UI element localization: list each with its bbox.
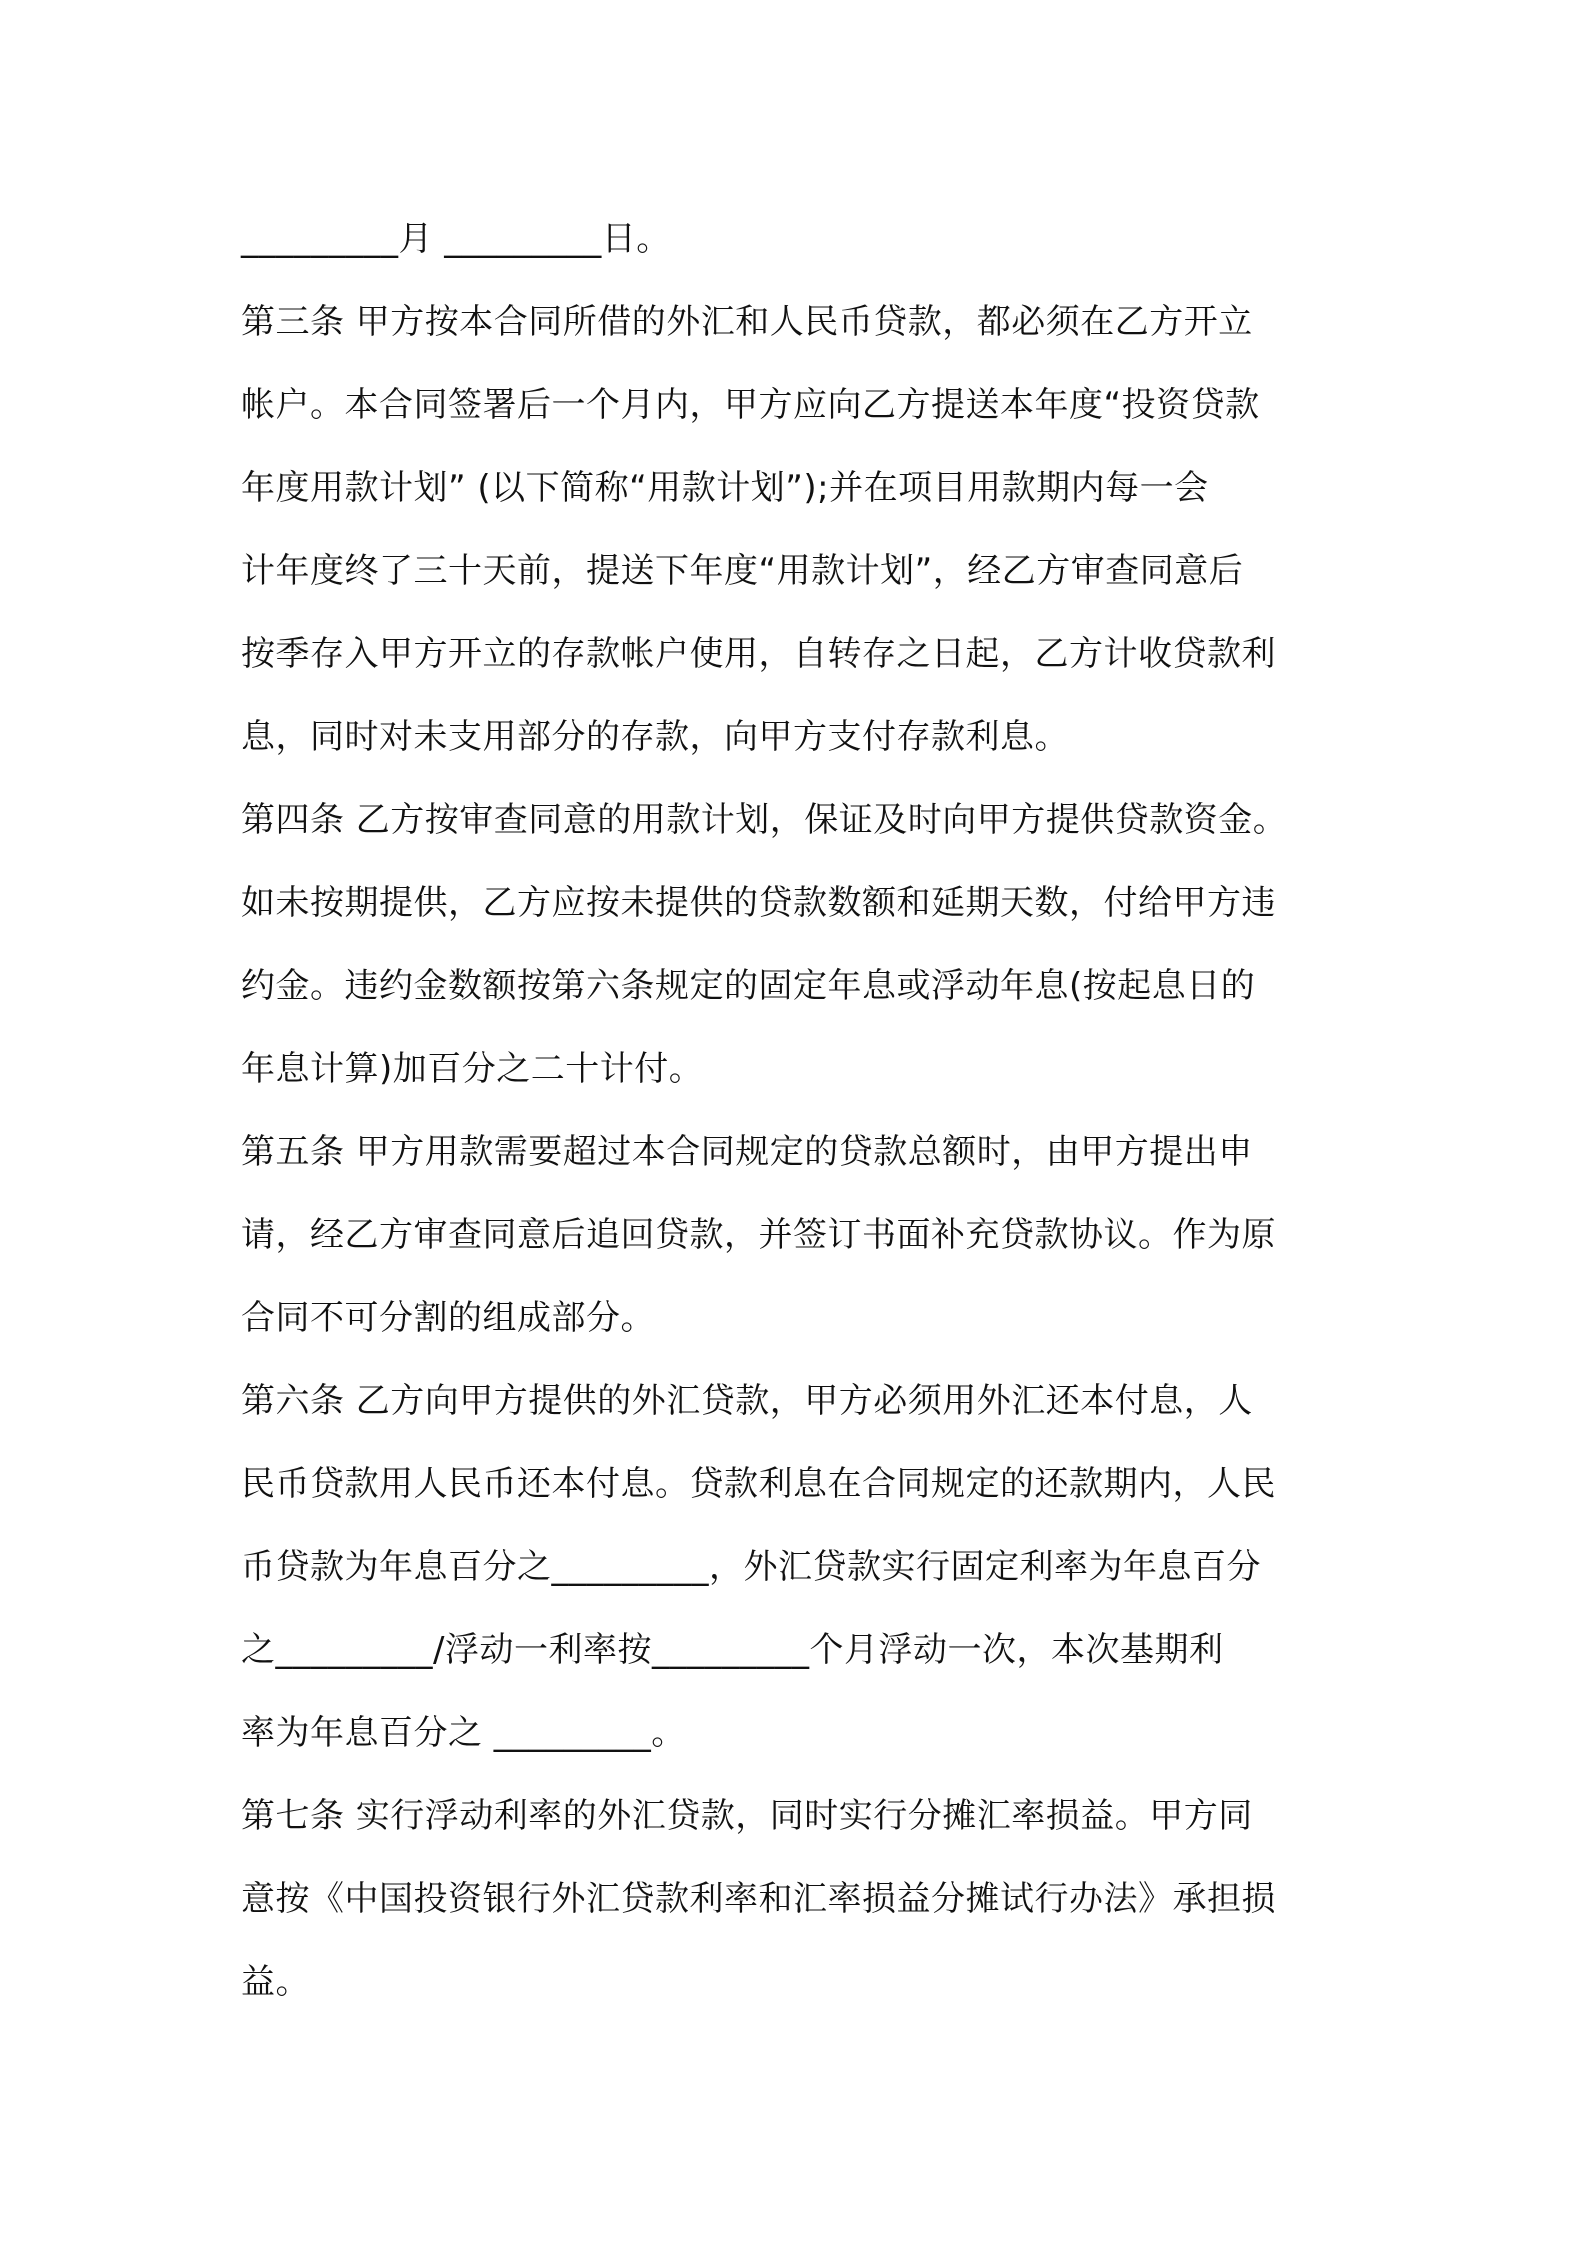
text-line: 率为年息百分之 _________。: [241, 1713, 686, 1753]
text-line: 息，同时对未支用部分的存款，向甲方支付存款利息。: [241, 717, 1069, 757]
text-line: 合同不可分割的组成部分。: [241, 1298, 655, 1338]
text-line: 帐户。本合同签署后一个月内，甲方应向乙方提送本年度“投资贷款: [241, 385, 1260, 425]
text-line-article-3-start: 第三条 甲方按本合同所借的外汇和人民币贷款，都必须在乙方开立: [241, 302, 1253, 342]
text-line: 计年度终了三十天前，提送下年度“用款计划”，经乙方审查同意后: [241, 551, 1244, 591]
text-line: 年息计算)加百分之二十计付。: [241, 1049, 704, 1089]
text-line: 民币贷款用人民币还本付息。贷款利息在合同规定的还款期内，人民: [241, 1464, 1276, 1504]
text-line: 年度用款计划” (以下简称“用款计划”);并在项目用款期内每一会: [241, 468, 1209, 508]
text-line: 请，经乙方审查同意后追回贷款，并签订书面补充贷款协议。作为原: [241, 1215, 1276, 1255]
text-line: 按季存入甲方开立的存款帐户使用，自转存之日起，乙方计收贷款利: [241, 634, 1276, 674]
text-line: 益。: [241, 1962, 310, 2002]
text-line: 之_________/浮动一利率按_________个月浮动一次，本次基期利: [241, 1630, 1224, 1670]
text-line: 币贷款为年息百分之_________，外汇贷款实行固定利率为年息百分: [241, 1547, 1261, 1587]
text-line-article-7-start: 第七条 实行浮动利率的外汇贷款，同时实行分摊汇率损益。甲方同: [241, 1796, 1253, 1836]
text-line: 如未按期提供，乙方应按未提供的贷款数额和延期天数，付给甲方违: [241, 883, 1276, 923]
text-line: 意按《中国投资银行外汇贷款利率和汇率损益分摊试行办法》承担损: [241, 1879, 1276, 1919]
text-line-date: _________月 _________日。: [241, 219, 671, 259]
text-line-article-5-start: 第五条 甲方用款需要超过本合同规定的贷款总额时，由甲方提出申: [241, 1132, 1253, 1172]
text-line: 约金。违约金数额按第六条规定的固定年息或浮动年息(按起息日的: [241, 966, 1256, 1006]
text-line-article-6-start: 第六条 乙方向甲方提供的外汇贷款，甲方必须用外汇还本付息，人: [241, 1381, 1253, 1421]
text-line-article-4-start: 第四条 乙方按审查同意的用款计划，保证及时向甲方提供贷款资金。: [241, 800, 1288, 840]
document-body: [241, 198, 1361, 2024]
